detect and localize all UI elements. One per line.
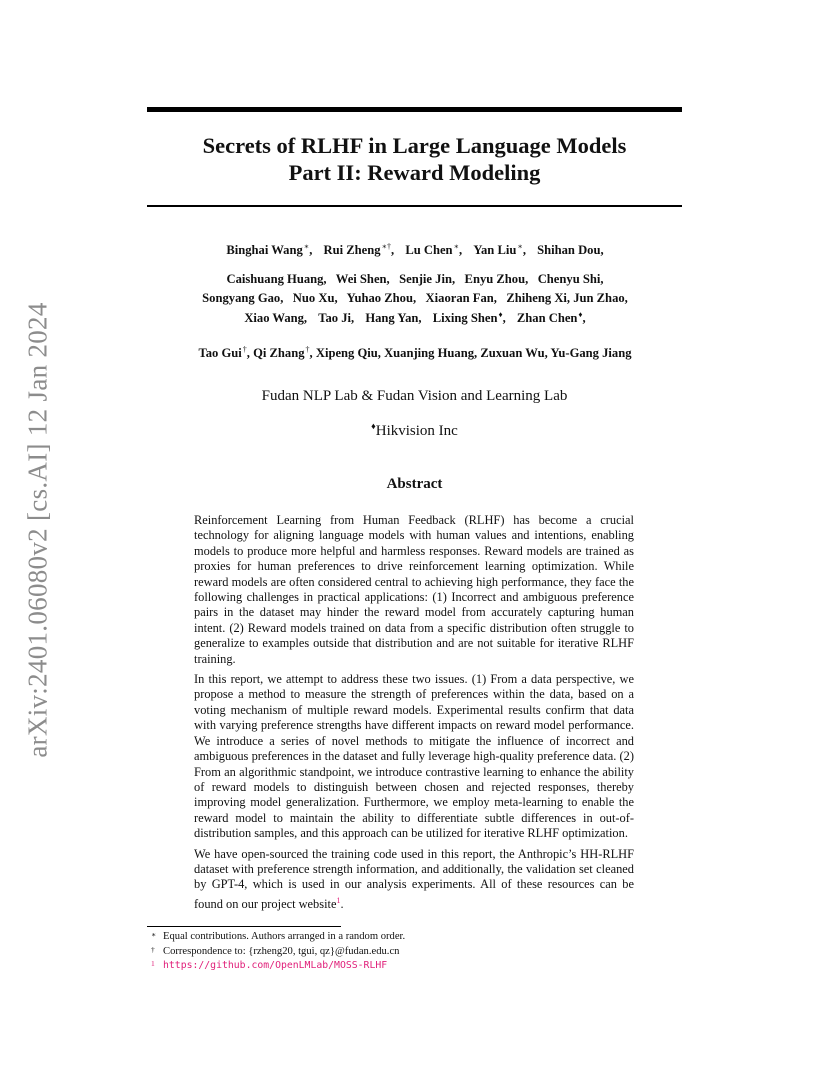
author-row-3: Songyang Gao, Nuo Xu, Yuhao Zhou, Xiaoran Fan, Zhiheng Xi, Jun Zhao,	[202, 291, 628, 305]
author: Tao Ji,	[318, 311, 355, 325]
abstract-paragraph-3: We have open-sourced the training code used in this report, the Anthropic’s HH-RLHF dataset with preference strength information, and additionally, the validation set cleaned by GPT-4, which is used in our analysis experiments. All of these resources can be found on our project website$^1$.	[194, 846, 634, 911]
footnote-rule	[147, 926, 341, 927]
paper-title	[147, 132, 682, 186]
author: Lu Chen∗,	[405, 242, 463, 257]
author: Binghai Wang∗,	[226, 242, 313, 257]
title-line-2: Part II: Reward Modeling	[288, 160, 541, 185]
diamond-mark: ♦	[371, 421, 376, 431]
author: Xipeng Qiu, Xuanjing Huang, Zuxuan Wu, Yu-Gang Jiang	[315, 346, 632, 360]
author: Shihan Dou,	[537, 243, 604, 257]
author: Xiao Wang,	[244, 311, 308, 325]
title-line-1: Secrets of RLHF in Large Language Models	[202, 133, 627, 158]
title-bottom-rule	[147, 205, 682, 207]
footnote-project-link: 1 https://github.com/OpenLMLab/MOSS-RLHF	[151, 959, 388, 972]
footnote-ref-link[interactable]: 1	[336, 895, 341, 905]
author: Yan Liu∗,	[473, 242, 526, 257]
footnote-correspondence: † Correspondence to: {rzheng20, tgui, qz}@fudan.edu.cn	[151, 944, 400, 957]
author-row-2: Caishuang Huang, Wei Shen, Senjie Jin, Enyu Zhou, Chenyu Shi,	[226, 272, 604, 286]
author: Lixing Shen♦,	[432, 310, 506, 325]
author: Qi Zhang†,	[253, 345, 313, 360]
title-top-rule	[147, 107, 682, 112]
abstract-paragraph-2: In this report, we attempt to address these two issues. (1) From a data perspective, we propose a method to measure the strength of preferences within the data, based on a voting mechanism of multiple reward models. Experimental results confirm that data with varying preference strengths have different impacts on reward model performance. We introduce a series of novel methods to mitigate the influence of incorrect and ambiguous preferences in the dataset and fully leverage high-quality preference data. (2) From an algorithmic standpoint, we introduce contrastive learning to enhance the ability of reward models to distinguish between chosen and rejected responses, thereby improving model generalization. Furthermore, we employ meta-learning to enable the reward model to maintain the ability to differentiate subtle differences in out-of-distribution samples, and this approach can be utilized for iterative RLHF optimization.	[194, 672, 634, 841]
author-row-1	[120, 242, 710, 258]
abstract-paragraph-1: Reinforcement Learning from Human Feedback (RLHF) has become a crucial technology for aligning language models with human values and intentions, enabling models to produce more helpful and harmless responses. Reward models are trained as proxies for human preferences to drive reinforcement learning optimization. While reward models are often considered central to achieving high performance, they face the following challenges in practical applications: (1) Incorrect and ambiguous preference pairs in the dataset may hinder the reward model from accurately capturing human intent. (2) Reward models trained on data from a specific distribution often struggle to generalize to examples outside that distribution and are not suitable for iterative RLHF training.	[194, 513, 634, 666]
footnotes	[151, 930, 406, 974]
affiliation-company: ♦Hikvision Inc	[371, 421, 458, 439]
author: Tao Gui†,	[198, 345, 250, 360]
abstract-body	[194, 513, 634, 917]
arxiv-identifier: arXiv:2401.06080v2 [cs.AI] 12 Jan 2024	[22, 302, 53, 758]
author: Rui Zheng∗†,	[323, 242, 395, 257]
project-url-link[interactable]: https://github.com/OpenLMLab/MOSS-RLHF	[163, 960, 388, 972]
author-row-5	[120, 345, 710, 361]
footnote-equal-contribution: ∗ Equal contributions. Authors arranged in a random order.	[151, 930, 406, 942]
author-row-4	[120, 310, 710, 326]
affiliation-lab: Fudan NLP Lab & Fudan Vision and Learning Lab	[261, 388, 568, 404]
author: Hang Yan,	[365, 311, 422, 325]
author: Zhan Chen♦,	[516, 310, 586, 325]
abstract-heading: Abstract	[386, 476, 443, 492]
